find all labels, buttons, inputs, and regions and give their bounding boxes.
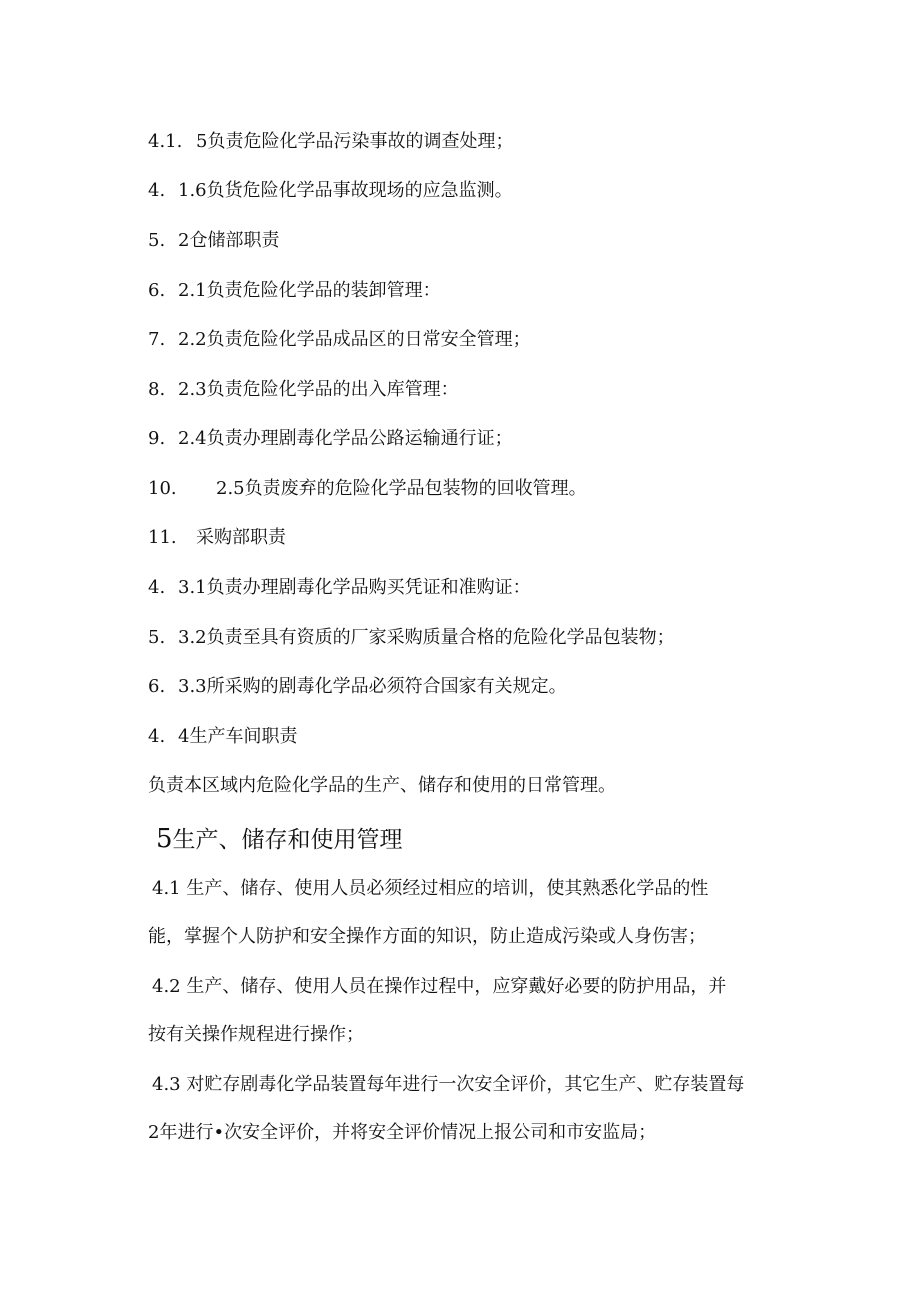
paragraph-line: 能，掌握个人防护和安全操作方面的知识，防止造成污染或人身伤害； <box>148 926 706 947</box>
paragraph-line: 4.1 生产、储存、使用人员必须经过相应的培训，使其熟悉化学品的性 <box>152 878 709 899</box>
item-number: 4. <box>148 577 166 598</box>
item-text: 3.2负责至具有资质的厂家采购质量合格的危险化学品包装物； <box>178 627 675 648</box>
item-number: 6. <box>148 676 166 697</box>
item-text: 2.3负责危险化学品的出入库管理： <box>178 379 459 400</box>
item-number: 6. <box>148 280 166 301</box>
list-item <box>148 525 286 551</box>
item-number: 5. <box>148 627 166 648</box>
item-number: 8. <box>148 379 166 400</box>
paragraph <box>148 876 828 950</box>
paragraph-line: 4.2 生产、储存、使用人员在操作过程中，应穿戴好必要的防护用品，并 <box>152 976 727 997</box>
item-text: 2仓储部职责 <box>178 230 280 251</box>
list-item <box>148 228 279 254</box>
item-number: 11. <box>148 527 177 548</box>
list-item <box>148 178 513 204</box>
item-number: 4. <box>148 726 166 747</box>
heading-number: 5 <box>156 824 173 854</box>
item-number: 4.1. <box>148 131 183 152</box>
item-text: 2.5负责废弃的危险化学品包装物的回收管理。 <box>216 478 587 499</box>
list-item <box>148 625 675 651</box>
paragraph-line: 2年进行•次安全评价，并将安全评价情况上报公司和市安监局； <box>148 1122 657 1143</box>
item-text: 1.6负货危险化学品事故现场的应急监测。 <box>178 180 513 201</box>
item-number: 4. <box>148 180 166 201</box>
list-item <box>148 674 567 700</box>
paragraph-line: 按有关操作规程进行操作； <box>148 1024 364 1045</box>
list-item <box>148 426 513 452</box>
item-number: 10. <box>148 478 177 499</box>
item-text: 2.1负责危险化学品的装卸管理： <box>178 280 441 301</box>
item-text: 3.3所采购的剧毒化学品必须符合国家有关规定。 <box>178 676 567 697</box>
list-item <box>148 327 531 353</box>
list-item <box>148 575 531 601</box>
item-text: 负责本区域内危险化学品的生产、储存和使用的日常管理。 <box>148 775 616 796</box>
list-item <box>148 476 587 502</box>
list-item <box>148 773 616 799</box>
item-number: 7. <box>148 329 166 350</box>
item-text: 3.1负责办理剧毒化学品购买凭证和准购证： <box>178 577 531 598</box>
list-item <box>148 377 459 403</box>
list-item <box>148 129 513 155</box>
paragraph <box>148 974 828 1048</box>
item-text: 2.2负责危险化学品成品区的日常安全管理； <box>178 329 531 350</box>
list-item <box>148 278 441 304</box>
item-text: 5负责危险化学品污染事故的调查处理； <box>196 131 514 152</box>
item-number: 5. <box>148 230 166 251</box>
item-number: 9. <box>148 428 166 449</box>
section-heading <box>156 822 403 857</box>
list-item <box>148 724 297 750</box>
item-text: 2.4负责办理剧毒化学品公路运输通行证； <box>178 428 513 449</box>
paragraph-line: 4.3 对贮存剧毒化学品装置每年进行一次安全评价，其它生产、贮存装置每 <box>152 1074 745 1095</box>
item-text: 4生产车间职责 <box>178 726 298 747</box>
heading-text: 生产、储存和使用管理 <box>172 827 403 853</box>
item-text: 采购部职责 <box>196 527 286 548</box>
paragraph <box>148 1072 828 1146</box>
